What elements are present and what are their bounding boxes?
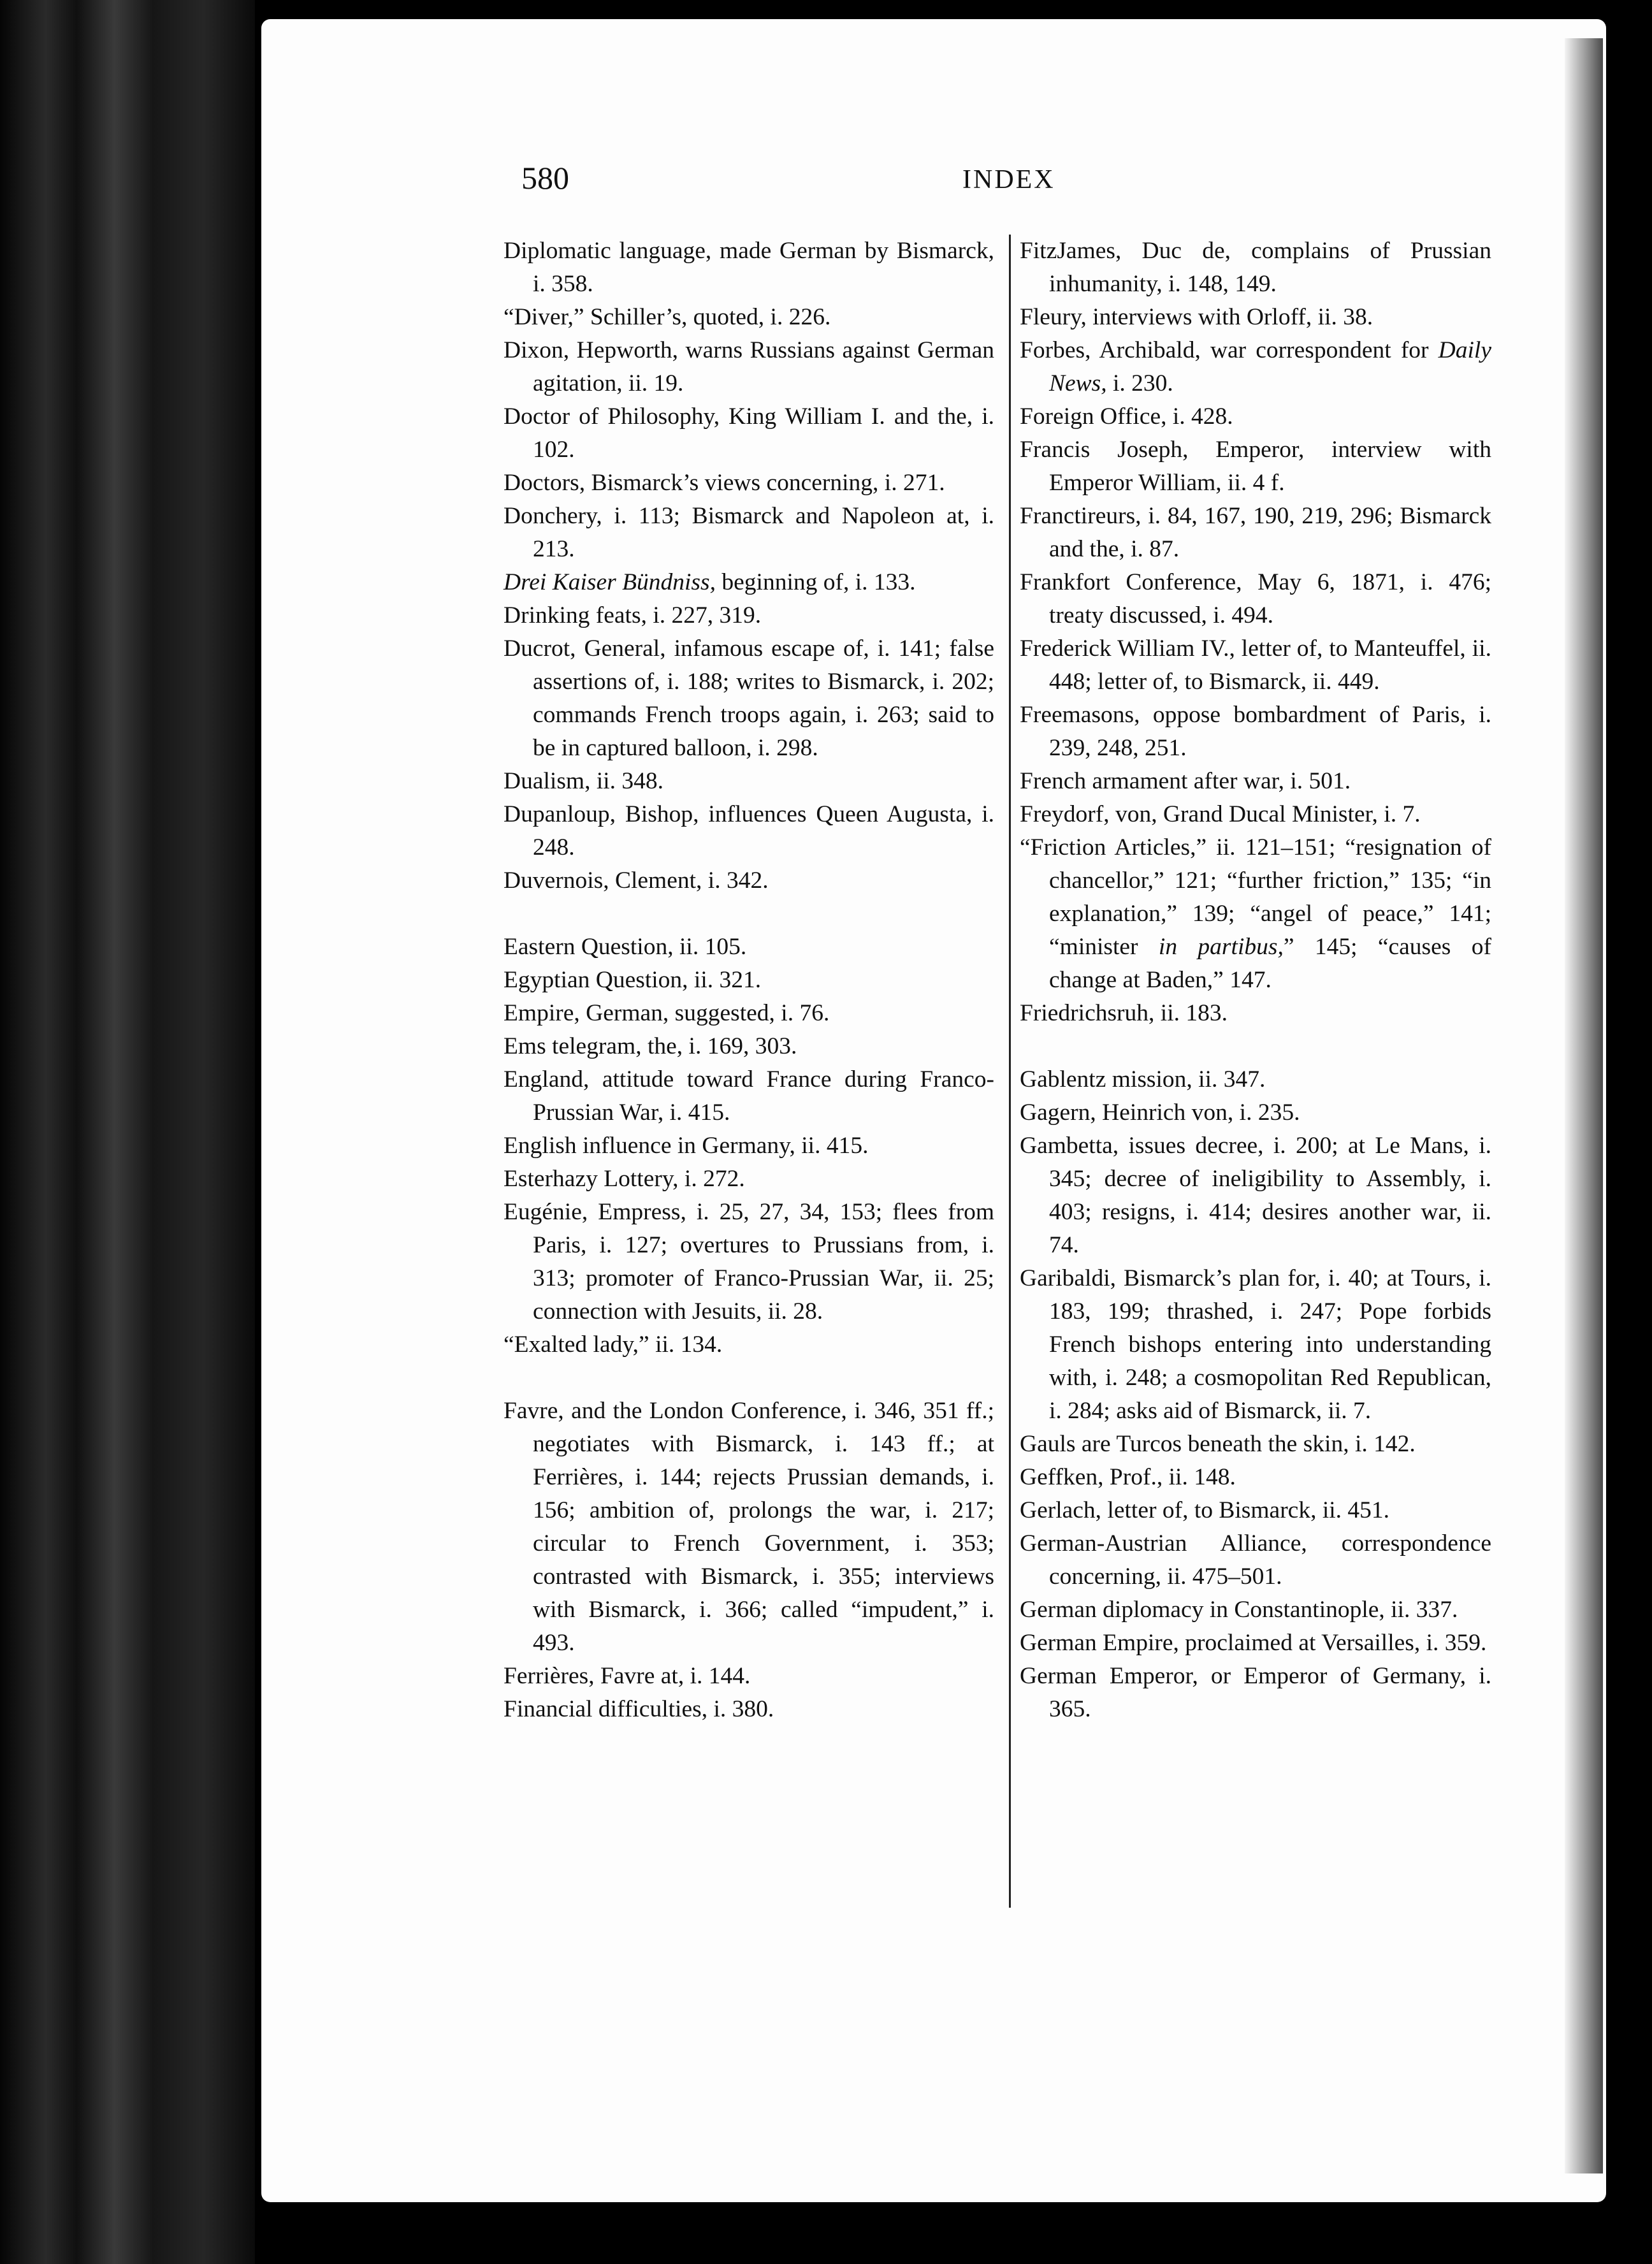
index-entry [1020, 334, 1491, 400]
section-gap [1020, 1030, 1491, 1063]
index-entry-text: Ferrières, Favre at, i. 144. [504, 1663, 751, 1689]
index-entry-text: Ems telegram, the, i. 169, 303. [504, 1033, 797, 1059]
index-entry [504, 1328, 994, 1361]
index-entry-text: Gauls are Turcos beneath the skin, i. 142. [1020, 1431, 1416, 1457]
index-entry [1020, 1494, 1491, 1527]
index-entry [1020, 632, 1491, 699]
index-entry-text: Freydorf, von, Grand Ducal Minister, i. 7. [1020, 801, 1421, 827]
index-entry [504, 798, 994, 864]
index-entry [504, 1030, 994, 1063]
index-entry-text: Dualism, ii. 348. [504, 768, 664, 794]
index-entry [504, 1693, 994, 1726]
index-entry-text: Gablentz mission, ii. 347. [1020, 1066, 1266, 1092]
index-entry [504, 235, 994, 301]
facing-page-edge [1565, 38, 1603, 2173]
index-entry [504, 1163, 994, 1196]
index-entry [1020, 831, 1491, 997]
index-entry-text: Eugénie, Empress, i. 25, 27, 34, 153; flees from Paris, i. 127; overtures to Prussians from, i. 313; promoter of Franco-Prussian War, ii. 25; connection with Jesuits, ii. 28. [504, 1199, 994, 1324]
index-entry [504, 500, 994, 566]
index-entry [1020, 301, 1491, 334]
index-entry [1020, 1461, 1491, 1494]
index-entry-text: FitzJames, Duc de, complains of Prussian inhumanity, i. 148, 149. [1020, 238, 1491, 297]
index-entry-text: Forbes, Archibald, war correspondent for [1020, 337, 1438, 363]
index-entry [504, 1660, 994, 1693]
running-head: INDEX [962, 165, 1055, 194]
index-entry-text: England, attitude toward France during Franco-Prussian War, i. 415. [504, 1066, 994, 1126]
index-entry [1020, 1593, 1491, 1627]
index-entry [504, 864, 994, 897]
index-entry [1020, 1527, 1491, 1593]
index-entry-text: “Diver,” Schiller’s, quoted, i. 226. [504, 304, 831, 330]
index-entry [504, 931, 994, 964]
index-entry-text: Doctor of Philosophy, King William I. and the, i. 102. [504, 403, 994, 463]
index-entry-text: Eastern Question, ii. 105. [504, 934, 747, 960]
index-entry-text: Gerlach, letter of, to Bismarck, ii. 451. [1020, 1497, 1390, 1523]
index-entry [1020, 997, 1491, 1030]
index-entry [1020, 235, 1491, 301]
index-entry [1020, 765, 1491, 798]
index-entry [504, 964, 994, 997]
index-entry-text: Frankfort Conference, May 6, 1871, i. 476; treaty discussed, i. 494. [1020, 569, 1491, 628]
index-entry-text: Empire, German, suggested, i. 76. [504, 1000, 830, 1026]
index-entry [504, 765, 994, 798]
index-entry-text: Frederick William IV., letter of, to Manteuffel, ii. 448; letter of, to Bismarck, ii. 449. [1020, 635, 1491, 695]
index-entry-text: “Exalted lady,” ii. 134. [504, 1332, 723, 1358]
index-entry-text: Doctors, Bismarck’s views concerning, i. 271. [504, 470, 945, 496]
index-entry-text: Favre, and the London Conference, i. 346, 351 ff.; negotiates with Bismarck, i. 143 ff.; at Ferrières, i. 144; rejects Prussian demands, i. 156; ambition of, prolongs the war, i. 217; circular to French Government, i. 353; contrasted with Bismarck, i. 355; interviews with Bismarck, i. 366; called “impudent,” i. 493. [504, 1398, 994, 1656]
index-entry-text: “Friction Articles,” ii. 121–151; “resignation of chancellor,” 121; “further friction,” 135; “in explanation,” 139; “angel of peace,” 141; “minister [1020, 834, 1491, 960]
section-gap [504, 897, 994, 931]
index-entry-text: Garibaldi, Bismarck’s plan for, i. 40; at Tours, i. 183, 199; thrashed, i. 247; Pope forbids French bishops entering into understanding with, i. 248; a cosmopolitan Red Republican, i. 284; asks aid of Bismarck, ii. 7. [1020, 1265, 1491, 1424]
index-entry [504, 997, 994, 1030]
index-entry-text: Dixon, Hepworth, warns Russians against German agitation, ii. 19. [504, 337, 994, 396]
index-entry [1020, 1262, 1491, 1428]
index-entry [504, 1196, 994, 1328]
index-entry [1020, 1627, 1491, 1660]
index-entry [1020, 1428, 1491, 1461]
index-entry [504, 566, 994, 599]
index-entry-text: Duvernois, Clement, i. 342. [504, 867, 769, 894]
index-entry [504, 301, 994, 334]
index-entry-text: Geffken, Prof., ii. 148. [1020, 1464, 1236, 1490]
page-number: 580 [521, 160, 569, 196]
index-entry-text: English influence in Germany, ii. 415. [504, 1133, 869, 1159]
index-entry-text: Dupanloup, Bishop, influences Queen Augusta, i. 248. [504, 801, 994, 860]
index-entry [504, 334, 994, 400]
index-entry-text: Franctireurs, i. 84, 167, 190, 219, 296; Bismarck and the, i. 87. [1020, 503, 1491, 562]
index-entry-italic: in partibus, [1158, 934, 1284, 960]
index-entry [1020, 1660, 1491, 1726]
index-entry [1020, 1063, 1491, 1096]
index-entry [1020, 1096, 1491, 1129]
index-entry-text: ” 145; “causes of change at Baden,” 147. [1049, 934, 1491, 993]
index-entry-text: Financial difficulties, i. 380. [504, 1696, 774, 1722]
index-entry-italic: Daily News, [1049, 337, 1491, 396]
column-divider [1009, 235, 1011, 1908]
index-entry-text: German Empire, proclaimed at Versailles, i. 359. [1020, 1630, 1487, 1656]
index-entry-text: German Emperor, or Emperor of Germany, i. 365. [1020, 1663, 1491, 1722]
index-entry-text: German diplomacy in Constantinople, ii. 337. [1020, 1597, 1458, 1623]
index-entry [504, 400, 994, 467]
index-entry [504, 599, 994, 632]
book-binding [0, 0, 255, 2264]
index-entry-text: Fleury, interviews with Orloff, ii. 38. [1020, 304, 1373, 330]
index-entry-text: French armament after war, i. 501. [1020, 768, 1351, 794]
index-entry [1020, 699, 1491, 765]
index-entry [504, 1063, 994, 1129]
index-entry-text: Egyptian Question, ii. 321. [504, 967, 762, 993]
index-entry-text: Drinking feats, i. 227, 319. [504, 602, 762, 628]
index-entry-text: Ducrot, General, infamous escape of, i. 141; false assertions of, i. 188; writes to Bismarck, i. 202; commands French troops again, i. 263; said to be in captured balloon, i. 298. [504, 635, 994, 761]
index-entry-text: Esterhazy Lottery, i. 272. [504, 1166, 745, 1192]
index-entry [1020, 566, 1491, 632]
index-entry-text: beginning of, i. 133. [716, 569, 916, 595]
index-entry-text: i. 230. [1106, 370, 1173, 396]
index-entry [1020, 400, 1491, 433]
index-entry-text: Gagern, Heinrich von, i. 235. [1020, 1099, 1300, 1126]
index-entry-text: Gambetta, issues decree, i. 200; at Le Mans, i. 345; decree of ineligibility to Assembly, i. 403; resigns, i. 414; desires another war, ii. 74. [1020, 1133, 1491, 1258]
section-gap [504, 1361, 994, 1395]
index-entry [504, 1395, 994, 1660]
index-entry [1020, 798, 1491, 831]
index-column-right [1020, 235, 1491, 1726]
index-entry-text: Friedrichsruh, ii. 183. [1020, 1000, 1228, 1026]
index-entry-text: Diplomatic language, made German by Bismarck, i. 358. [504, 238, 994, 297]
index-entry [1020, 433, 1491, 500]
index-entry-text: Francis Joseph, Emperor, interview with Emperor William, ii. 4 f. [1020, 437, 1491, 496]
index-entry [1020, 1129, 1491, 1262]
index-entry [504, 1129, 994, 1163]
index-entry-text: Donchery, i. 113; Bismarck and Napoleon at, i. 213. [504, 503, 994, 562]
index-entry [504, 467, 994, 500]
index-entry-text: Foreign Office, i. 428. [1020, 403, 1233, 430]
index-entry [1020, 500, 1491, 566]
index-entry-text: German-Austrian Alliance, correspondence concerning, ii. 475–501. [1020, 1530, 1491, 1590]
index-column-left [504, 235, 994, 1726]
index-entry-italic: Drei Kaiser Bündniss, [504, 569, 716, 595]
index-entry [504, 632, 994, 765]
index-entry-text: Freemasons, oppose bombardment of Paris, i. 239, 248, 251. [1020, 702, 1491, 761]
